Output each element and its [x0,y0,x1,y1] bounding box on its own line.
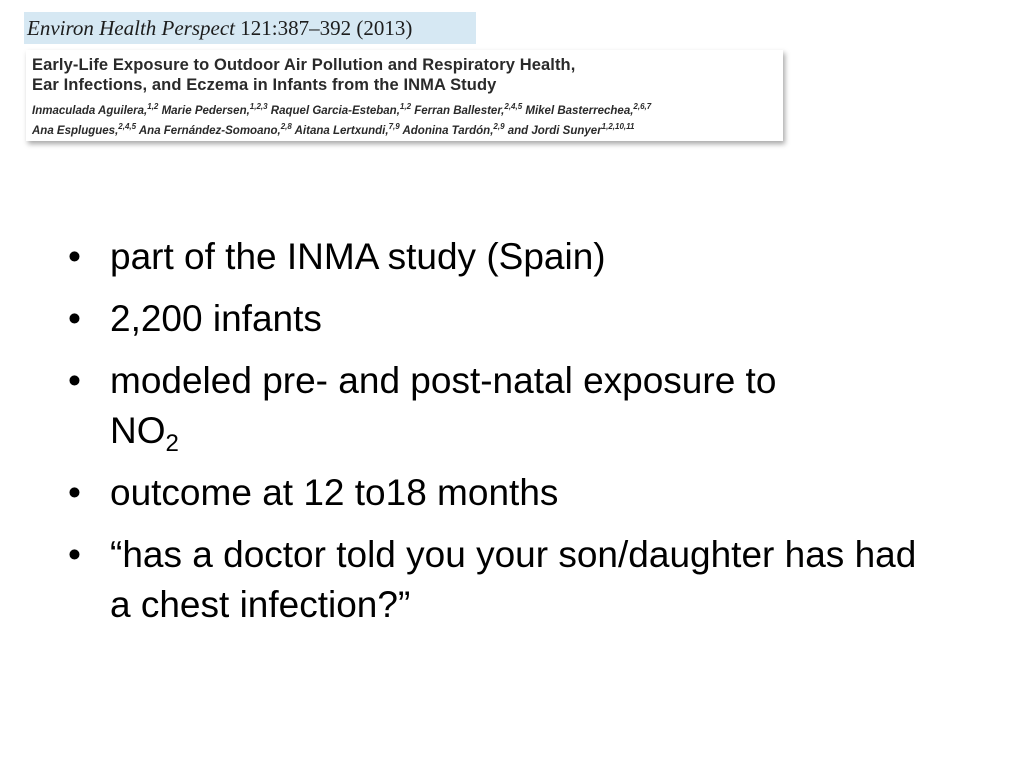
bullet-text: outcome at 12 to18 months [110,472,559,513]
bullet-text: part of the INMA study (Spain) [110,236,606,277]
paper-title [32,55,777,95]
bullet-item [64,294,964,344]
publication-year: (2013) [356,16,413,40]
bullet-item [64,356,964,456]
authors-line-2 [32,119,777,139]
bullet-text: 2,200 infants [110,298,322,339]
bullet-marker: • [68,472,81,513]
author-affiliation: 1,2,10,11 [601,121,635,131]
bullet-item [64,232,964,282]
no2-formula [110,410,179,457]
author-affiliation: 2,9 [493,121,505,131]
bullet-text: modeled pre- and post-natal exposure to [110,360,777,401]
author-name: Adonina Tardón, [402,124,494,137]
bullet-text: “has a doctor told you your son/daughter has had a chest infection?” [110,534,917,625]
author-name: and Jordi Sunyer [507,124,602,137]
citation-banner [24,12,476,44]
journal-name: Environ Health Perspect [27,16,236,40]
bullet-marker: • [68,534,81,575]
author-affiliation: 7,9 [388,121,400,131]
author-affiliation: 2,6,7 [633,102,652,111]
paper-header-clipping [26,50,783,141]
paper-title-line-2: Ear Infections, and Eczema in Infants from the INMA Study [32,76,497,94]
volume-pages: 121:387–392 [240,16,352,40]
author-name: Mikel Basterrechea, [525,104,634,117]
author-name: Inmaculada Aguilera, [32,104,148,117]
author-affiliation: 2,4,5 [118,121,137,131]
author-name: Ana Fernández-Somoano, [138,124,281,137]
authors-line-1 [32,99,777,119]
author-name: Aitana Lertxundi, [294,124,389,137]
bullet-list [64,232,964,642]
no2-subscript: 2 [165,430,179,457]
paper-title-line-1: Early-Life Exposure to Outdoor Air Pollution and Respiratory Health, [32,56,576,74]
bullet-marker: • [68,360,81,401]
bullet-item [64,530,964,630]
no2-main: NO [110,410,166,451]
author-name: Ana Esplugues, [32,124,119,137]
author-affiliation: 2,8 [280,121,292,131]
paper-authors [32,99,777,139]
author-affiliation: 2,4,5 [504,102,523,111]
author-name: Marie Pedersen, [161,104,250,117]
author-affiliation: 1,2,3 [249,102,268,111]
bullet-text-block [110,356,940,456]
bullet-marker: • [68,236,81,277]
author-name: Ferran Ballester, [414,104,505,117]
author-name: Raquel Garcia-Esteban, [270,104,400,117]
bullet-item [64,468,964,518]
bullet-marker: • [68,298,81,339]
author-affiliation: 1,2 [147,102,159,111]
author-affiliation: 1,2 [399,102,412,111]
